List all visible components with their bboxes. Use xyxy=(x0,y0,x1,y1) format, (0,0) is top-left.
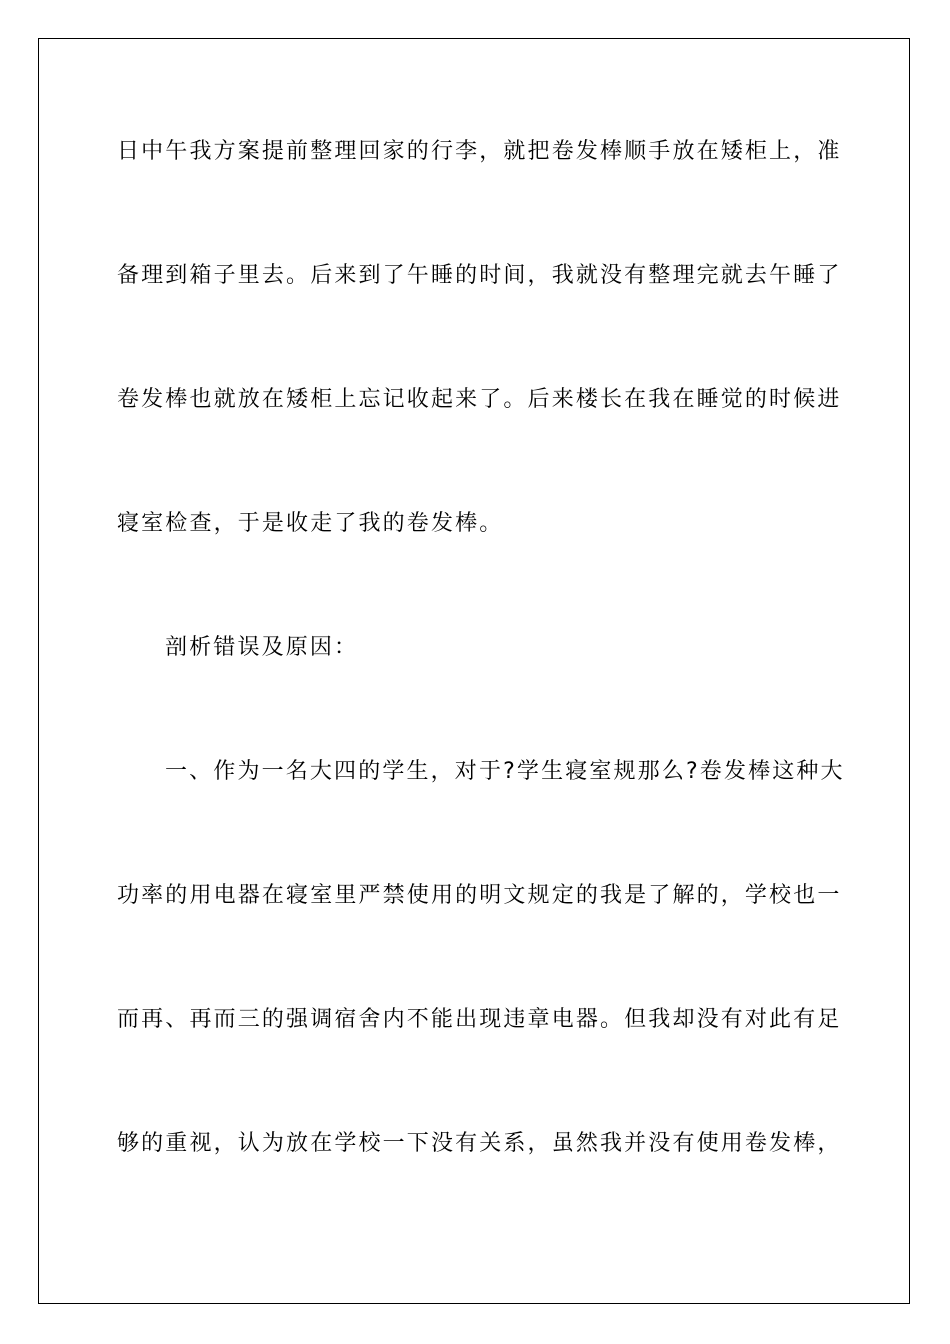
paragraph-line-6: 一、作为一名大四的学生，对于?学生寝室规那么?卷发棒这种大 xyxy=(165,759,845,784)
paragraph-line-8: 而再、再而三的强调宿舍内不能出现违章电器。但我却没有对此有足 xyxy=(117,1007,842,1032)
paragraph-line-7: 功率的用电器在寝室里严禁使用的明文规定的我是了解的，学校也一 xyxy=(117,883,842,908)
paragraph-line-4: 寝室检查，于是收走了我的卷发棒。 xyxy=(117,511,504,536)
paragraph-line-3: 卷发棒也就放在矮柜上忘记收起来了。后来楼长在我在睡觉的时候进 xyxy=(117,387,842,412)
page-border xyxy=(38,38,910,1304)
paragraph-line-1: 日中午我方案提前整理回家的行李，就把卷发棒顺手放在矮柜上，准 xyxy=(117,139,842,164)
section-heading: 剖析错误及原因： xyxy=(165,635,359,660)
paragraph-line-9: 够的重视，认为放在学校一下没有关系，虽然我并没有使用卷发棒， xyxy=(117,1131,842,1156)
paragraph-line-2: 备理到箱子里去。后来到了午睡的时间，我就没有整理完就去午睡了 xyxy=(117,263,842,288)
